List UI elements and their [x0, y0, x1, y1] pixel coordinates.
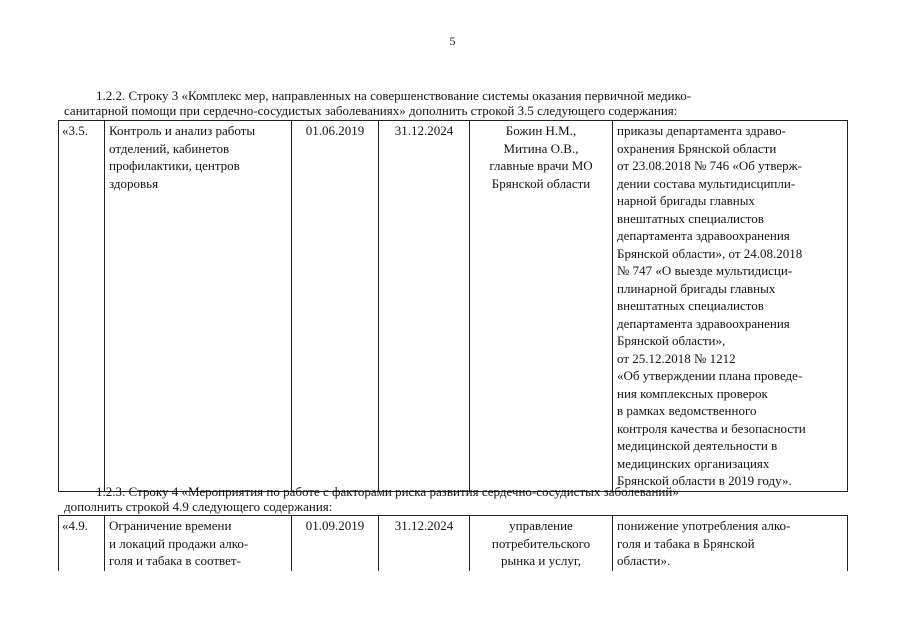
result-cell: [613, 121, 848, 492]
result-line: Брянской области», от 24.08.2018: [617, 245, 803, 261]
responsible-line: рынка и услуг,: [501, 553, 581, 568]
start-date-cell: [292, 516, 379, 571]
table-row-4-9: [58, 515, 848, 571]
row-number-cell: [59, 121, 105, 492]
result-line: понижение употребления алко-: [617, 518, 791, 533]
result-cell: [613, 516, 848, 571]
measure-name-line: здоровья: [109, 175, 159, 191]
start-date: 01.06.2019: [305, 123, 365, 138]
amendment-paragraph-1-2-2: [64, 88, 840, 118]
table-row: [59, 516, 848, 571]
measure-name-line: Ограничение времени: [109, 518, 232, 533]
result-line: голя и табака в Брянской: [617, 535, 755, 551]
result-line: внештатных специалистов: [617, 210, 764, 226]
measure-name-line: Контроль и анализ работы: [109, 123, 256, 138]
row-number: «4.9.: [62, 518, 88, 533]
measure-name-line: и локаций продажи алко-: [109, 535, 249, 551]
measure-name-cell: [105, 121, 292, 492]
responsible-line: Божин Н.М.,: [505, 123, 577, 138]
result-line: «Об утверждении плана проведе-: [617, 368, 803, 383]
result-line: в рамках ведомственного: [617, 403, 757, 418]
result-line: дении состава мультидисципли-: [617, 175, 796, 191]
paragraph-line: санитарной помощи при сердечно-сосудистых заболеваниях» дополнить строкой 3.5 следующего содержания:: [64, 103, 678, 118]
result-line: № 747 «О выезде мультидисци-: [617, 263, 793, 278]
table-row: [59, 121, 848, 492]
result-line: приказы департамента здраво-: [617, 123, 786, 138]
result-line: охранения Брянской области: [617, 140, 777, 156]
result-line: плинарной бригады главных: [617, 280, 776, 296]
paragraph-line: 1.2.2. Строку 3 «Комплекс мер, направленных на совершенствование системы оказания первичной медико-: [96, 88, 692, 103]
result-line: контроля качества и безопасности: [617, 420, 806, 436]
row-number-cell: [59, 516, 105, 571]
end-date: 31.12.2024: [394, 123, 454, 138]
result-line: медицинских организациях: [617, 455, 770, 471]
responsible-line: потребительского: [491, 535, 591, 551]
measure-name-line: голя и табака в соответ-: [109, 553, 241, 568]
result-line: ния комплексных проверок: [617, 385, 768, 401]
responsible-cell: [470, 516, 613, 571]
result-line: области».: [617, 553, 671, 568]
result-line: департамента здравоохранения: [617, 315, 790, 331]
result-line: Брянской области в 2019 году».: [617, 473, 792, 488]
start-date: 01.09.2019: [305, 518, 365, 533]
measure-name-line: отделений, кабинетов: [109, 140, 230, 156]
start-date-cell: [292, 121, 379, 492]
result-line: департамента здравоохранения: [617, 228, 790, 243]
paragraph-line: 1.2.3. Строку 4 «Мероприятия по работе с факторами риска развития сердечно-сосудистых заболеваний»: [96, 484, 679, 499]
responsible-cell: [470, 121, 613, 492]
measure-name-line: профилактики, центров: [109, 158, 240, 173]
amendment-paragraph-1-2-3: [64, 484, 840, 514]
result-line: медицинской деятельности в: [617, 438, 778, 453]
table-row-3-5: [58, 120, 848, 492]
result-line: Брянской области»,: [617, 333, 726, 348]
responsible-line: Брянской области: [491, 175, 591, 191]
result-line: от 23.08.2018 № 746 «Об утверж-: [617, 158, 802, 173]
responsible-line: главные врачи МО: [489, 158, 593, 173]
result-line: нарной бригады главных: [617, 193, 755, 208]
end-date-cell: [379, 516, 470, 571]
responsible-line: управление: [509, 518, 573, 533]
responsible-line: Митина О.В.,: [503, 140, 579, 156]
result-line: от 25.12.2018 № 1212: [617, 350, 736, 366]
measure-name-cell: [105, 516, 292, 571]
page-number: 5: [449, 34, 456, 48]
end-date-cell: [379, 121, 470, 492]
paragraph-line: дополнить строкой 4.9 следующего содержания:: [64, 499, 333, 514]
end-date: 31.12.2024: [394, 518, 454, 533]
row-number: «3.5.: [62, 123, 88, 138]
result-line: внештатных специалистов: [617, 298, 764, 313]
